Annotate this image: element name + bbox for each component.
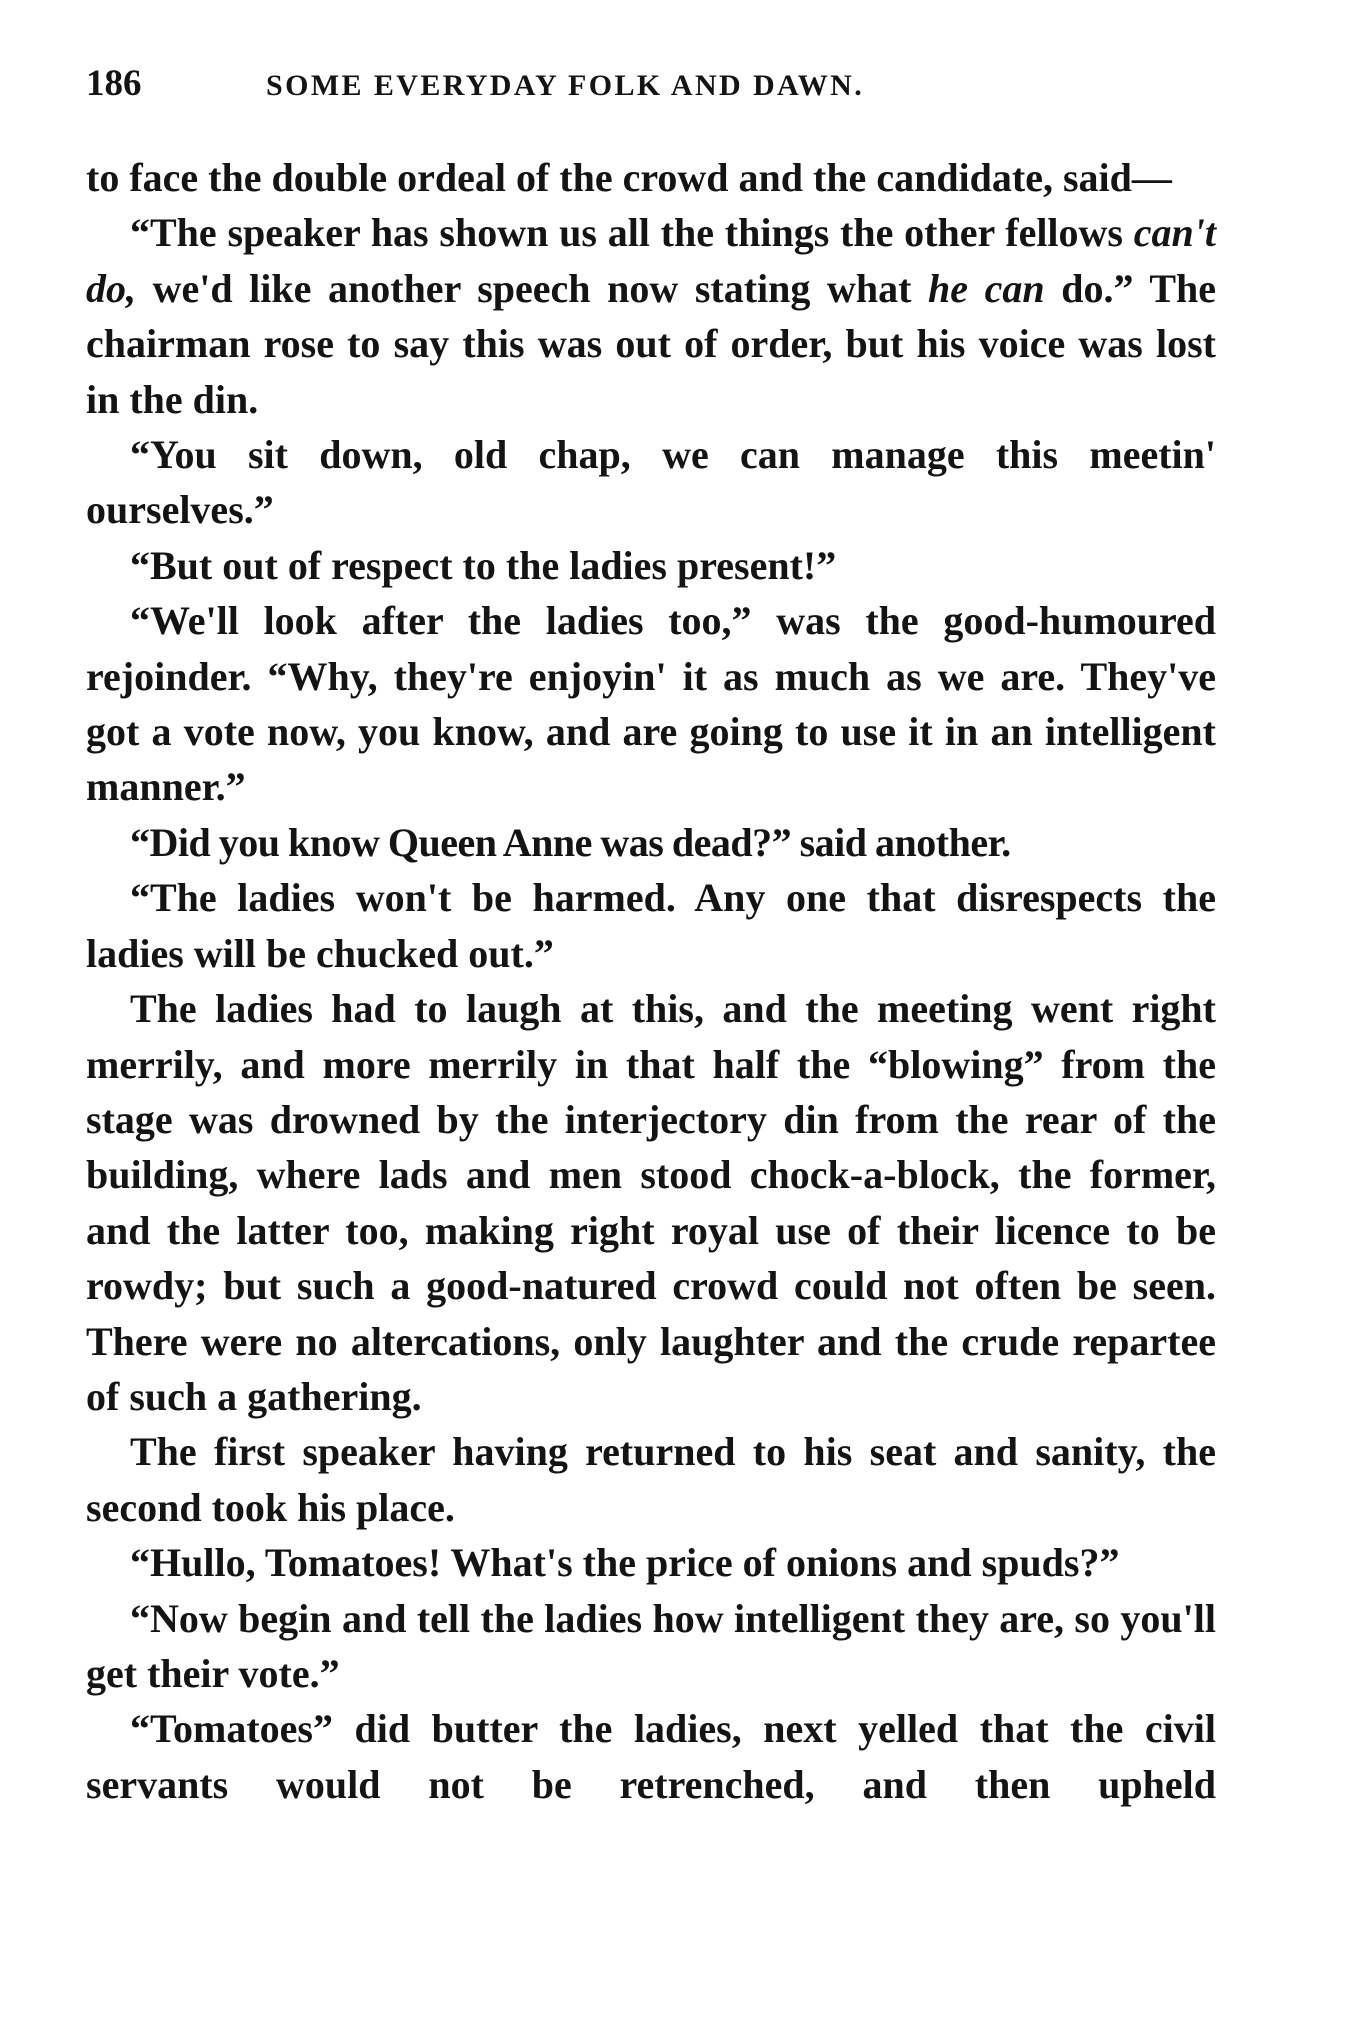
paragraph-6: “Did you know Queen Anne was dead?” said another. — [130, 819, 1011, 865]
paragraph-8: The ladies had to laugh at this, and the meeting went right merrily, and more merrily in that half the “blowing” from the stage was drowned by the interjectory din from the rear of the building, where lads and men stood chock-a-block, the former, and the latter too, making right royal use of their licence to be rowdy; but such a good-natured crowd could not often be seen. There were no altercations, only laughter and the crude repartee of such a gathering. — [86, 986, 1216, 1419]
paragraph-3: “You sit down, old chap, we can manage this meetin' ourselves.” — [86, 432, 1216, 533]
paragraph-2-part-e: do.” The chairman rose to say this was out of order, but his voice was lost in the din. — [86, 265, 1217, 422]
body-text — [86, 150, 1216, 1812]
paragraph-2-part-c: we'd like another speech now stating what — [136, 265, 929, 311]
paragraph-11: “Now begin and tell the ladies how intelligent they are, so you'll get their vote.” — [86, 1595, 1216, 1696]
paragraph-4: “But out of respect to the ladies present!” — [130, 542, 837, 588]
paragraph-10: “Hullo, Tomatoes! What's the price of onions and spuds?” — [130, 1540, 1120, 1586]
paragraph-2 — [86, 205, 1216, 427]
emphasis-he-can: he can — [928, 265, 1045, 311]
book-title: SOME EVERYDAY FOLK AND DAWN. — [266, 69, 865, 102]
paragraph-9: The first speaker having returned to his seat and sanity, the second took his place. — [86, 1429, 1216, 1530]
paragraph-12: “Tomatoes” did butter the ladies, next yelled that the civil servants would not be retrenched, and then upheld — [86, 1706, 1216, 1807]
paragraph-5: “We'll look after the ladies too,” was the good-humoured rejoinder. “Why, they're enjoyin' it as much as we are. They've got a vote now, you know, and are going to use it in an intelligent manner.” — [86, 598, 1216, 810]
paragraph-1: to face the double ordeal of the crowd and the candidate, said— — [86, 155, 1172, 200]
page-number: 186 — [86, 63, 142, 104]
emphasis-cant-do: can't do, — [86, 210, 1216, 311]
paragraph-2-part-a: “The speaker has shown us all the things the other fellows — [130, 210, 1134, 256]
paragraph-7: “The ladies won't be harmed. Any one that disrespects the ladies will be chucked out.” — [86, 875, 1216, 976]
running-head — [86, 54, 1216, 114]
